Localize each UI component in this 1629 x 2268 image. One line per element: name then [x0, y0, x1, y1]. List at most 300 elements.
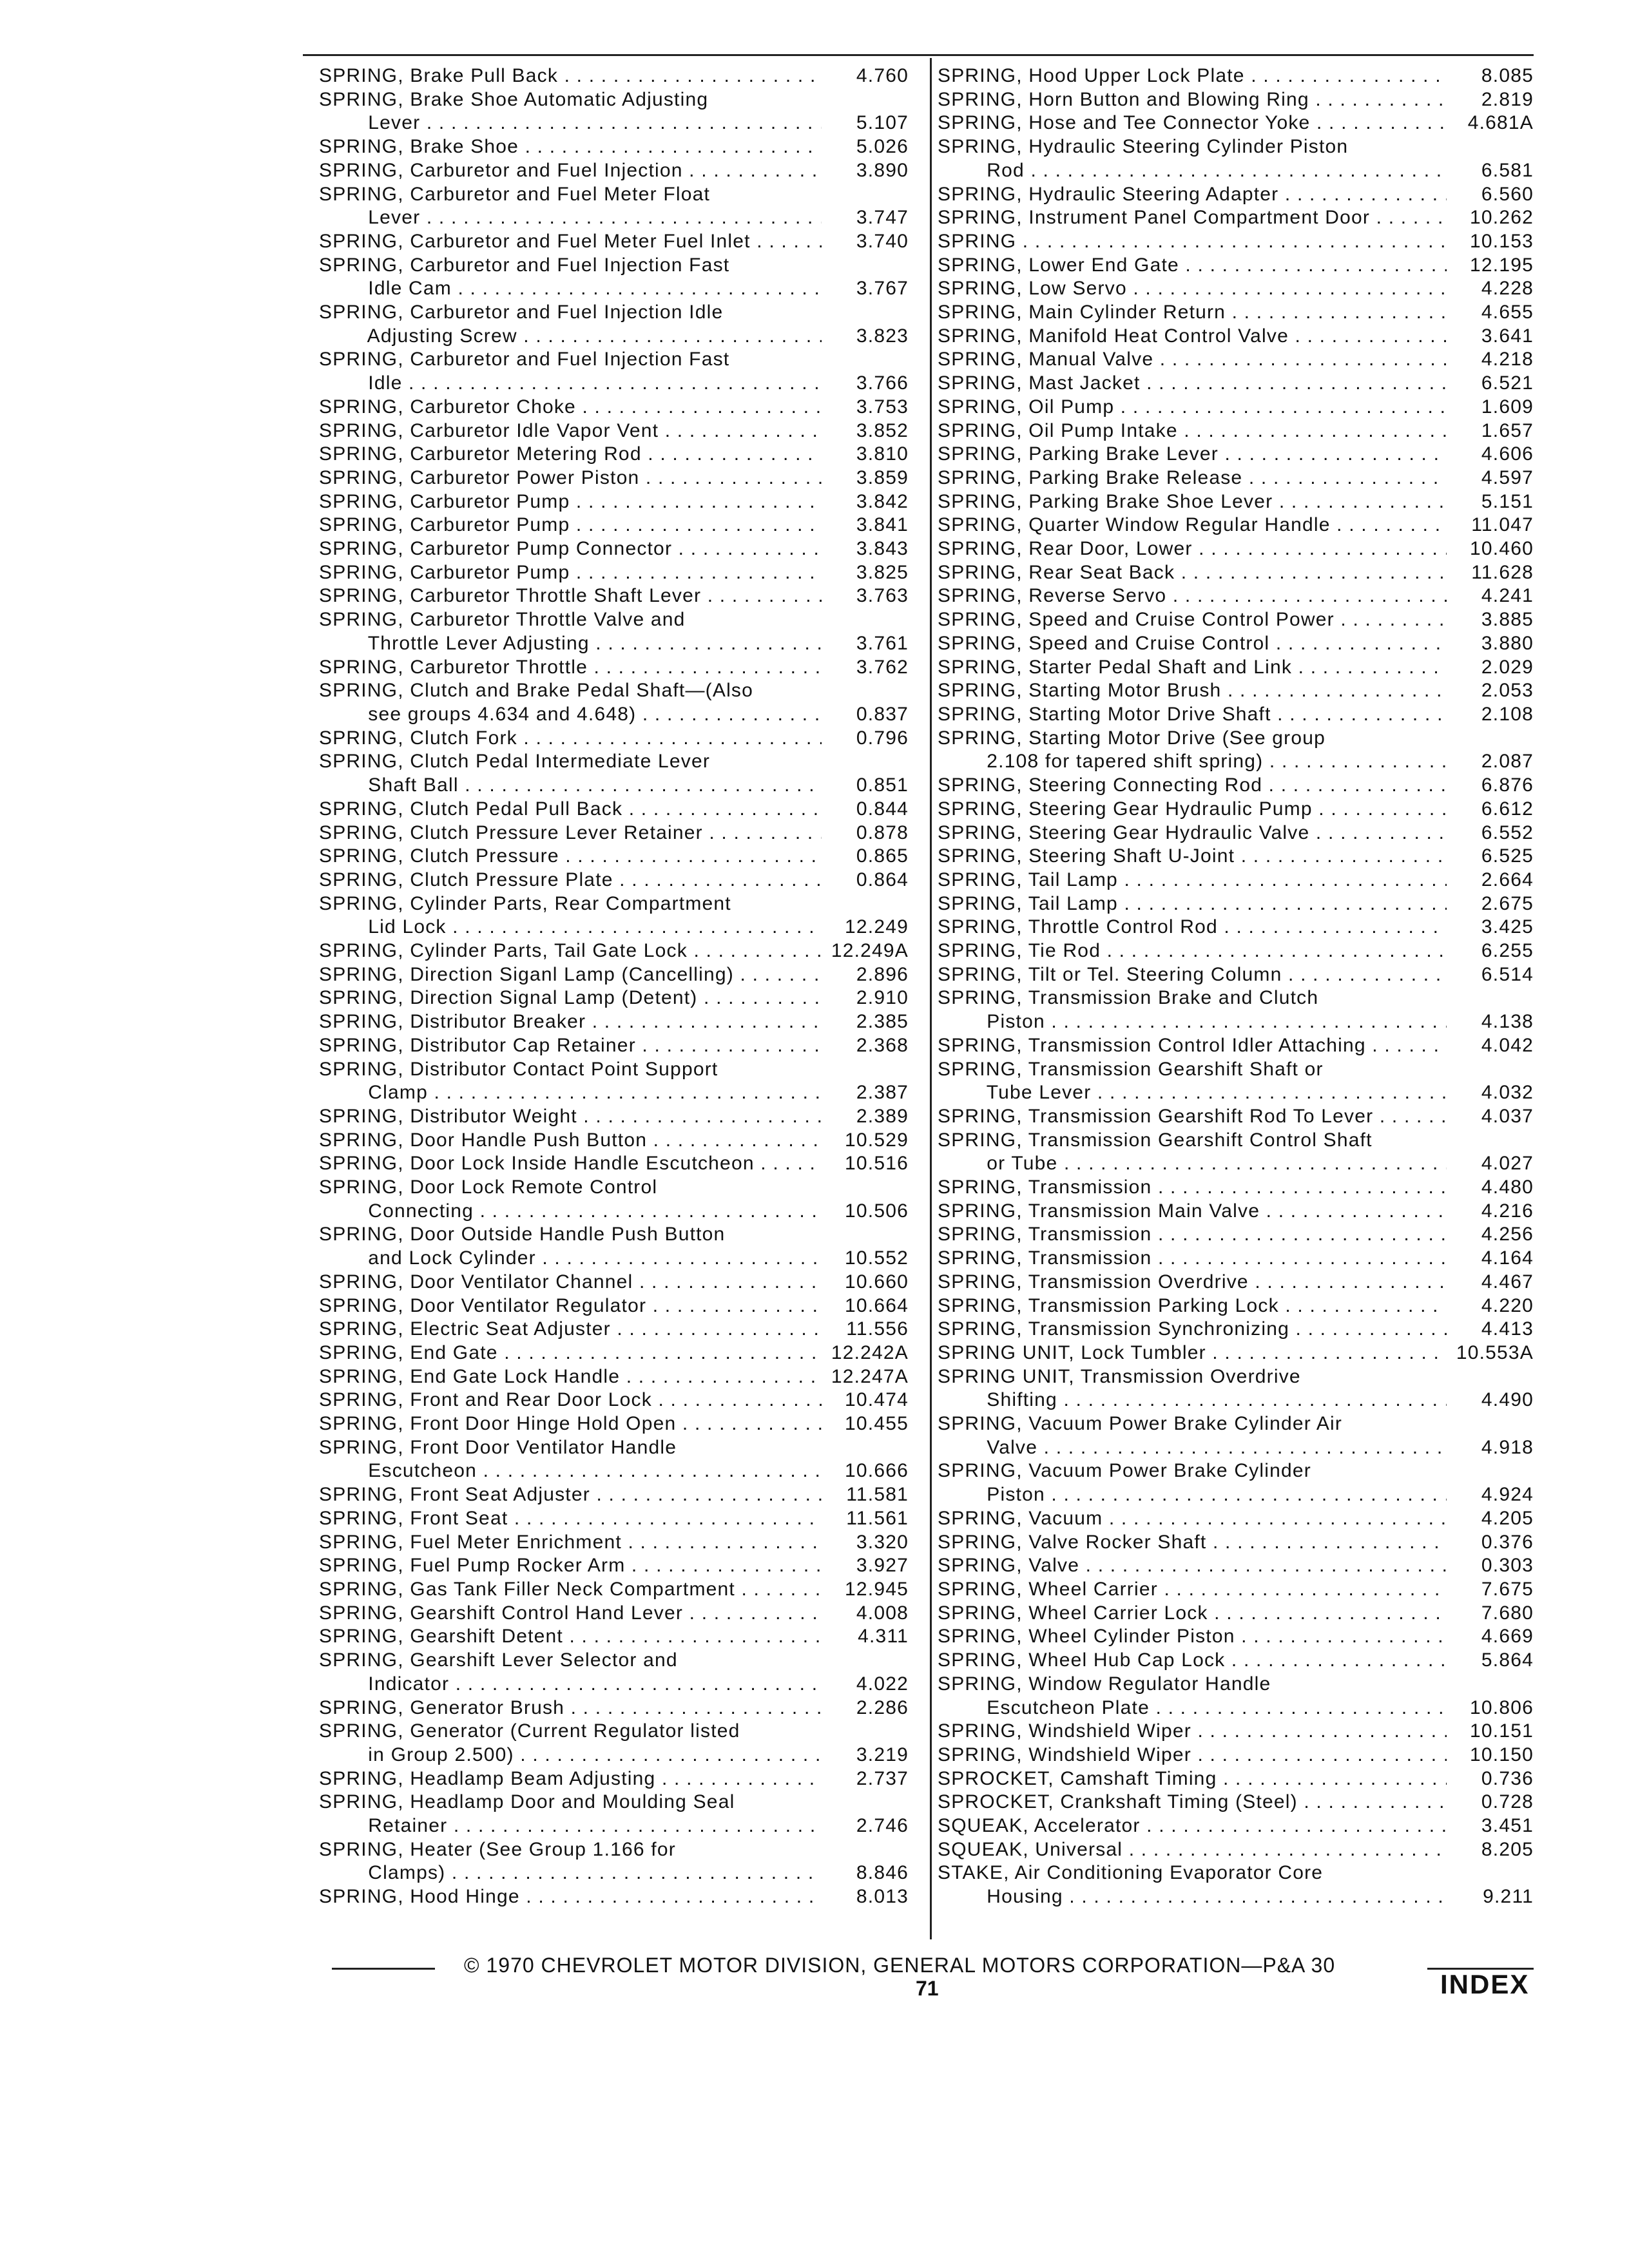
entry-group-number: 0.844 — [856, 798, 909, 820]
index-entry — [319, 1861, 909, 1885]
index-entry — [938, 1696, 1534, 1720]
entry-description: SPRING, Parking Brake Lever . . . — [938, 443, 1447, 466]
entry-description: SPRING, Hood Hinge . . . — [319, 1885, 822, 1909]
index-entry — [938, 230, 1534, 254]
entry-description: SPRING, Carburetor Throttle . . . — [319, 656, 822, 680]
index-entry — [319, 396, 909, 419]
entry-description: SPRING, Gas Tank Filler Neck Compartment . . . — [319, 1578, 822, 1602]
entry-description: SPRING, Wheel Carrier . . . — [938, 1578, 1447, 1602]
entry-group-number: 12.195 — [1470, 254, 1534, 276]
entry-description: SPRING, Carburetor and Fuel Injection Idle — [319, 302, 724, 323]
index-entry — [319, 1459, 909, 1483]
entry-description: SPRING, Steering Shaft U-Joint . . . — [938, 845, 1447, 869]
index-entry — [319, 679, 909, 703]
entry-group-number: 4.032 — [1481, 1082, 1534, 1104]
entry-description: Throttle Lever Adjusting . . . — [319, 632, 822, 656]
entry-group-number: 0.851 — [856, 774, 909, 796]
entry-description: SPRING, Steering Connecting Rod . . . — [938, 774, 1447, 798]
index-entry — [319, 111, 909, 135]
entry-group-number: 10.660 — [845, 1271, 909, 1293]
entry-description: SPRING, Transmission Main Valve . . . — [938, 1200, 1447, 1224]
index-entry — [938, 1341, 1534, 1365]
index-entry — [938, 584, 1534, 608]
entry-description: SPRING, Starting Motor Drive (See group — [938, 727, 1326, 749]
entry-description: SPRING, Clutch and Brake Pedal Shaft—(Also — [319, 680, 754, 702]
entry-description: SPRING, Carburetor and Fuel Injection Fast — [319, 254, 730, 276]
index-entry — [319, 869, 909, 892]
entry-group-number: 3.219 — [856, 1744, 909, 1765]
index-entry — [938, 372, 1534, 396]
entry-group-number: 3.810 — [856, 443, 909, 465]
entry-group-number: 11.556 — [846, 1318, 909, 1340]
entry-group-number: 12.242A — [831, 1341, 909, 1363]
entry-group-number: 2.387 — [856, 1082, 909, 1104]
index-entry — [938, 656, 1534, 680]
entry-description: SPRING, Door Outside Handle Push Button — [319, 1224, 726, 1245]
entry-description: SPRING, Cylinder Parts, Tail Gate Lock . . . — [319, 939, 822, 963]
index-entry — [319, 419, 909, 443]
index-entry — [938, 1625, 1534, 1649]
entry-group-number: 3.859 — [856, 466, 909, 488]
entry-description: Housing . . . — [938, 1885, 1447, 1909]
index-entry — [938, 537, 1534, 561]
entry-group-number: 7.675 — [1481, 1579, 1534, 1600]
entry-group-number: 4.924 — [1481, 1484, 1534, 1506]
index-entry — [938, 798, 1534, 822]
entry-description: SPRING, Distributor Breaker . . . — [319, 1010, 822, 1034]
entry-group-number: 4.022 — [856, 1673, 909, 1695]
index-entry — [938, 1649, 1534, 1673]
entry-description: SPRING, Brake Shoe . . . — [319, 135, 822, 159]
index-entry — [938, 1129, 1534, 1153]
entry-description: SPRING . . . — [938, 230, 1447, 254]
entry-group-number: 8.205 — [1481, 1838, 1534, 1860]
entry-description: SPRING, Carburetor Power Piston . . . — [319, 466, 822, 490]
index-entry — [938, 986, 1534, 1010]
entry-group-number: 1.657 — [1481, 419, 1534, 441]
index-entry — [938, 869, 1534, 892]
entry-description: STAKE, Air Conditioning Evaporator Core — [938, 1862, 1324, 1884]
entry-group-number: 12.945 — [845, 1579, 909, 1600]
index-entry — [319, 159, 909, 183]
index-entry — [938, 1247, 1534, 1271]
entry-group-number: 6.521 — [1481, 372, 1534, 394]
entry-group-number: 3.425 — [1481, 916, 1534, 938]
entry-group-number: 0.865 — [856, 845, 909, 867]
entry-group-number: 2.896 — [856, 963, 909, 985]
column-divider — [930, 58, 932, 1939]
entry-description: SPRING, Hydraulic Steering Adapter . . . — [938, 183, 1447, 207]
index-entry — [938, 1389, 1534, 1412]
index-entry — [938, 64, 1534, 88]
entry-description: SPRING, Transmission . . . — [938, 1176, 1447, 1200]
index-entry — [938, 939, 1534, 963]
index-entry — [319, 727, 909, 751]
entry-group-number: 2.368 — [856, 1034, 909, 1056]
index-entry — [319, 1531, 909, 1555]
index-entry — [319, 774, 909, 798]
index-entry — [319, 1034, 909, 1058]
index-entry — [319, 206, 909, 230]
entry-group-number: 8.085 — [1481, 65, 1534, 86]
entry-description: SPRING, Parking Brake Shoe Lever . . . — [938, 490, 1447, 514]
index-entry — [319, 1791, 909, 1814]
index-entry — [319, 1483, 909, 1507]
index-entry — [938, 892, 1534, 916]
index-entry — [319, 1814, 909, 1838]
index-entry — [938, 443, 1534, 466]
entry-group-number: 10.552 — [845, 1247, 909, 1269]
entry-group-number: 2.746 — [856, 1815, 909, 1837]
index-entry — [319, 916, 909, 939]
index-entry — [319, 1436, 909, 1460]
entry-description: SPRING, Speed and Cruise Control . . . — [938, 632, 1447, 656]
entry-description: Shifting . . . — [938, 1389, 1447, 1412]
right-column — [938, 64, 1534, 1909]
top-rule — [303, 54, 1534, 56]
index-entry — [938, 1838, 1534, 1862]
index-entry — [938, 1885, 1534, 1909]
entry-description: and Lock Cylinder . . . — [319, 1247, 822, 1271]
entry-description: SQUEAK, Universal . . . — [938, 1838, 1447, 1862]
index-entry — [938, 703, 1534, 727]
index-entry — [938, 1436, 1534, 1460]
index-entry — [319, 1838, 909, 1862]
entry-description: SPRING, End Gate Lock Handle . . . — [319, 1365, 822, 1389]
entry-description: Tube Lever . . . — [938, 1081, 1447, 1105]
entry-group-number: 3.451 — [1481, 1815, 1534, 1837]
entry-description: SPRING, Steering Gear Hydraulic Valve . . . — [938, 822, 1447, 845]
entry-group-number: 10.506 — [845, 1200, 909, 1222]
entry-description: SPRING, Door Handle Push Button . . . — [319, 1129, 822, 1153]
entry-group-number: 12.249 — [845, 916, 909, 938]
entry-description: Indicator . . . — [319, 1673, 822, 1696]
entry-description: SPRING, Fuel Pump Rocker Arm . . . — [319, 1554, 822, 1578]
index-entry — [319, 892, 909, 916]
entry-group-number: 2.108 — [1481, 703, 1534, 725]
entry-group-number: 10.529 — [845, 1129, 909, 1151]
entry-group-number: 3.843 — [856, 538, 909, 560]
entry-description: SPRING, Tail Lamp . . . — [938, 892, 1447, 916]
entry-group-number: 3.825 — [856, 561, 909, 583]
entry-description: SPRING, Window Regulator Handle — [938, 1673, 1271, 1695]
entry-group-number: 6.560 — [1481, 183, 1534, 205]
entry-group-number: 3.320 — [856, 1531, 909, 1553]
index-entry — [938, 1578, 1534, 1602]
entry-description: SPRING, Transmission Brake and Clutch — [938, 987, 1319, 1009]
entry-description: SPRING, Vacuum Power Brake Cylinder — [938, 1460, 1311, 1482]
entry-group-number: 4.216 — [1481, 1200, 1534, 1222]
index-entry — [319, 1081, 909, 1105]
entry-group-number: 3.767 — [856, 278, 909, 300]
index-entry — [319, 822, 909, 845]
index-entry — [938, 1483, 1534, 1507]
index-entry — [319, 1767, 909, 1791]
entry-group-number: 4.681A — [1467, 112, 1534, 134]
entry-description: SPRING, Transmission . . . — [938, 1247, 1447, 1271]
index-entry — [938, 1861, 1534, 1885]
entry-description: SPRING, Oil Pump Intake . . . — [938, 419, 1447, 443]
entry-description: SPRING, Main Cylinder Return . . . — [938, 301, 1447, 325]
index-entry — [319, 1223, 909, 1247]
entry-group-number: 4.413 — [1481, 1318, 1534, 1340]
index-entry — [319, 1673, 909, 1696]
entry-group-number: 4.655 — [1481, 302, 1534, 323]
entry-description: SPRING, Cylinder Parts, Rear Compartment — [319, 892, 731, 914]
entry-group-number: 4.597 — [1481, 466, 1534, 488]
entry-group-number: 4.760 — [856, 65, 909, 86]
index-entry — [319, 1578, 909, 1602]
entry-description: Escutcheon Plate . . . — [938, 1696, 1447, 1720]
index-entry — [319, 64, 909, 88]
index-entry — [938, 514, 1534, 537]
entry-description: SPRING, Oil Pump . . . — [938, 396, 1447, 419]
entry-description: SPRING, Headlamp Beam Adjusting . . . — [319, 1767, 822, 1791]
entry-description: SPRING, Wheel Hub Cap Lock . . . — [938, 1649, 1447, 1673]
entry-group-number: 10.262 — [1470, 207, 1534, 229]
index-entry — [319, 1389, 909, 1412]
entry-group-number: 5.026 — [856, 136, 909, 158]
entry-description: SPRING, Transmission Synchronizing . . . — [938, 1318, 1447, 1341]
entry-group-number: 4.037 — [1481, 1105, 1534, 1127]
index-entry — [938, 632, 1534, 656]
entry-description: SPRING, Carburetor Idle Vapor Vent . . . — [319, 419, 822, 443]
index-entry — [938, 1318, 1534, 1341]
entry-description: Rod . . . — [938, 159, 1447, 183]
entry-description: SPRING, Hydraulic Steering Cylinder Piston — [938, 136, 1349, 158]
entry-group-number: 4.164 — [1481, 1247, 1534, 1269]
entry-description: Adjusting Screw . . . — [319, 325, 822, 349]
entry-group-number: 2.664 — [1481, 869, 1534, 890]
entry-description: SPRING, Parking Brake Release . . . — [938, 466, 1447, 490]
index-entry — [938, 301, 1534, 325]
footer-rule-left — [332, 1968, 435, 1970]
entry-group-number: 4.311 — [858, 1626, 909, 1648]
entry-group-number: 10.553A — [1456, 1341, 1534, 1363]
index-entry — [938, 1105, 1534, 1129]
entry-group-number: 4.256 — [1481, 1224, 1534, 1245]
index-entry — [938, 963, 1534, 987]
entry-description: SPRING, Rear Door, Lower . . . — [938, 537, 1447, 561]
entry-description: 2.108 for tapered shift spring) . . . — [938, 750, 1447, 774]
entry-group-number: 0.728 — [1481, 1791, 1534, 1813]
index-entry — [938, 608, 1534, 632]
index-entry — [938, 1200, 1534, 1224]
entry-group-number: 2.737 — [856, 1767, 909, 1789]
entry-group-number: 4.480 — [1481, 1177, 1534, 1198]
entry-group-number: 9.211 — [1483, 1886, 1534, 1908]
index-entry — [319, 1058, 909, 1082]
entry-group-number: 0.837 — [856, 703, 909, 725]
entry-description: SPRING UNIT, Transmission Overdrive — [938, 1365, 1301, 1387]
entry-group-number: 3.890 — [856, 159, 909, 181]
entry-group-number: 12.247A — [831, 1365, 909, 1387]
entry-description: SPRING, Horn Button and Blowing Ring . . . — [938, 88, 1447, 112]
index-entry — [938, 1554, 1534, 1578]
entry-description: SPRING, Gearshift Detent . . . — [319, 1625, 822, 1649]
entry-description: SPRING, Door Ventilator Channel . . . — [319, 1271, 822, 1294]
entry-description: SPRING, Clutch Pressure Plate . . . — [319, 869, 822, 892]
entry-group-number: 12.249A — [831, 940, 909, 962]
index-entry — [938, 1814, 1534, 1838]
entry-group-number: 6.552 — [1481, 822, 1534, 843]
index-entry — [938, 1176, 1534, 1200]
entry-group-number: 6.255 — [1481, 940, 1534, 962]
entry-group-number: 0.303 — [1481, 1555, 1534, 1577]
entry-description: SPRING, Electric Seat Adjuster . . . — [319, 1318, 822, 1341]
index-entry — [319, 1247, 909, 1271]
entry-group-number: 10.153 — [1470, 230, 1534, 252]
entry-description: Idle . . . — [319, 372, 822, 396]
entry-group-number: 3.852 — [856, 419, 909, 441]
index-entry — [938, 1412, 1534, 1436]
index-entry — [319, 608, 909, 632]
index-entry — [319, 1365, 909, 1389]
index-entry — [319, 656, 909, 680]
entry-group-number: 2.053 — [1481, 680, 1534, 702]
entry-description: Clamp . . . — [319, 1081, 822, 1105]
entry-group-number: 3.823 — [856, 325, 909, 347]
index-entry — [319, 1010, 909, 1034]
entry-description: SPRING, Valve . . . — [938, 1554, 1447, 1578]
entry-group-number: 3.761 — [856, 632, 909, 654]
entry-description: SPRING, End Gate . . . — [319, 1341, 822, 1365]
entry-description: SPRING, Door Lock Remote Control — [319, 1177, 658, 1198]
entry-description: SPRING, Lower End Gate . . . — [938, 254, 1447, 278]
entry-description: in Group 2.500) . . . — [319, 1744, 822, 1767]
index-entry — [319, 584, 909, 608]
index-entry — [938, 419, 1534, 443]
entry-description: SPRING, Carburetor and Fuel Injection Fast — [319, 349, 730, 370]
entry-description: SPRING, Quarter Window Regular Handle . . . — [938, 514, 1447, 537]
entry-description: SPRING, Starter Pedal Shaft and Link . . . — [938, 656, 1447, 680]
entry-description: SPRING, Steering Gear Hydraulic Pump . . . — [938, 798, 1447, 822]
entry-description: SPRING, Clutch Pressure . . . — [319, 845, 822, 869]
index-entry — [938, 822, 1534, 845]
entry-description: SPRING, Vacuum . . . — [938, 1507, 1447, 1531]
index-entry — [938, 727, 1534, 751]
index-entry — [319, 466, 909, 490]
entry-group-number: 2.675 — [1481, 892, 1534, 914]
index-entry — [319, 1720, 909, 1744]
entry-description: SPRING, Carburetor and Fuel Injection . . . — [319, 159, 822, 183]
index-entry — [319, 1341, 909, 1365]
index-entry — [938, 348, 1534, 372]
index-entry — [319, 514, 909, 537]
index-entry — [319, 1507, 909, 1531]
entry-group-number: 10.806 — [1470, 1696, 1534, 1718]
index-entry — [319, 1744, 909, 1767]
entry-description: SQUEAK, Accelerator . . . — [938, 1814, 1447, 1838]
index-entry — [319, 325, 909, 349]
entry-description: SPRING, Gearshift Lever Selector and — [319, 1649, 678, 1671]
entry-description: or Tube . . . — [938, 1152, 1447, 1176]
entry-group-number: 4.467 — [1481, 1271, 1534, 1293]
index-entry — [319, 986, 909, 1010]
index-entry — [938, 111, 1534, 135]
index-entry — [938, 490, 1534, 514]
entry-description: SPRING, Transmission . . . — [938, 1223, 1447, 1247]
index-entry — [938, 1507, 1534, 1531]
entry-description: SPRING, Carburetor Metering Rod . . . — [319, 443, 822, 466]
index-entry — [938, 1365, 1534, 1389]
entry-group-number: 11.581 — [846, 1484, 909, 1506]
entry-group-number: 8.846 — [856, 1862, 909, 1884]
index-entry — [938, 1058, 1534, 1082]
entry-description: SPRING, Windshield Wiper . . . — [938, 1720, 1447, 1744]
entry-description: SPROCKET, Crankshaft Timing (Steel) . . . — [938, 1791, 1447, 1814]
index-entry — [938, 679, 1534, 703]
index-entry — [319, 1271, 909, 1294]
entry-group-number: 4.218 — [1481, 349, 1534, 370]
index-entry — [319, 1649, 909, 1673]
entry-group-number: 11.628 — [1471, 561, 1534, 583]
entry-description: SPRING, Carburetor Choke . . . — [319, 396, 822, 419]
entry-group-number: 3.842 — [856, 490, 909, 512]
entry-description: SPRING, Windshield Wiper . . . — [938, 1744, 1447, 1767]
index-entry — [938, 254, 1534, 278]
entry-group-number: 6.525 — [1481, 845, 1534, 867]
entry-description: SPRING, Carburetor Pump Connector . . . — [319, 537, 822, 561]
entry-description: SPRING, Vacuum Power Brake Cylinder Air — [938, 1413, 1343, 1435]
index-entry — [319, 750, 909, 774]
entry-description: SPRING, Carburetor Throttle Shaft Lever . . . — [319, 584, 822, 608]
entry-description: SPRING, Starting Motor Drive Shaft . . . — [938, 703, 1447, 727]
entry-group-number: 4.228 — [1481, 278, 1534, 300]
entry-description: SPRING, Transmission Gearshift Control Shaft — [938, 1129, 1373, 1151]
entry-group-number: 11.561 — [846, 1507, 909, 1529]
entry-description: SPRING, Carburetor Pump . . . — [319, 490, 822, 514]
entry-description: SPRING, Gearshift Control Hand Lever . . . — [319, 1602, 822, 1626]
entry-group-number: 3.753 — [856, 396, 909, 418]
index-entry — [938, 1294, 1534, 1318]
entry-description: SPRING, Tie Rod . . . — [938, 939, 1447, 963]
entry-group-number: 4.669 — [1481, 1626, 1534, 1648]
entry-group-number: 6.612 — [1481, 798, 1534, 820]
entry-group-number: 6.514 — [1481, 963, 1534, 985]
entry-description: SPRING, Transmission Control Idler Attaching . . . — [938, 1034, 1447, 1058]
index-entry — [319, 301, 909, 325]
entry-group-number: 11.047 — [1471, 514, 1534, 536]
entry-description: SPRING, Front Door Hinge Hold Open . . . — [319, 1412, 822, 1436]
entry-description: SPRING UNIT, Lock Tumbler . . . — [938, 1341, 1447, 1365]
index-entry — [938, 1010, 1534, 1034]
index-entry — [938, 1034, 1534, 1058]
left-column — [319, 64, 909, 1909]
entry-group-number: 3.740 — [856, 230, 909, 252]
index-entry — [319, 1602, 909, 1626]
index-entry — [938, 206, 1534, 230]
entry-description: SPRING, Instrument Panel Compartment Door . . . — [938, 206, 1447, 230]
entry-group-number: 4.220 — [1481, 1294, 1534, 1316]
entry-group-number: 10.516 — [845, 1153, 909, 1175]
copyright-notice: © 1970 CHEVROLET MOTOR DIVISION, GENERAL MOTORS CORPORATION—P&A 30 — [464, 1954, 1336, 1977]
entry-description: Piston . . . — [938, 1483, 1447, 1507]
entry-description: SPRING, Generator (Current Regulator listed — [319, 1720, 740, 1742]
entry-group-number: 3.841 — [856, 514, 909, 536]
index-entry — [319, 561, 909, 585]
entry-description: SPRING, Valve Rocker Shaft . . . — [938, 1531, 1447, 1555]
index-entry — [319, 1696, 909, 1720]
entry-description: Clamps) . . . — [319, 1861, 822, 1885]
entry-description: SPRING, Hose and Tee Connector Yoke . . . — [938, 111, 1447, 135]
entry-description: SPRING, Front Door Ventilator Handle — [319, 1436, 677, 1458]
entry-description: SPRING, Generator Brush . . . — [319, 1696, 822, 1720]
index-entry — [319, 372, 909, 396]
index-entry — [319, 703, 909, 727]
entry-description: SPRING, Carburetor and Fuel Meter Fuel Inlet . . . — [319, 230, 822, 254]
entry-description: SPRING, Transmission Overdrive . . . — [938, 1271, 1447, 1294]
